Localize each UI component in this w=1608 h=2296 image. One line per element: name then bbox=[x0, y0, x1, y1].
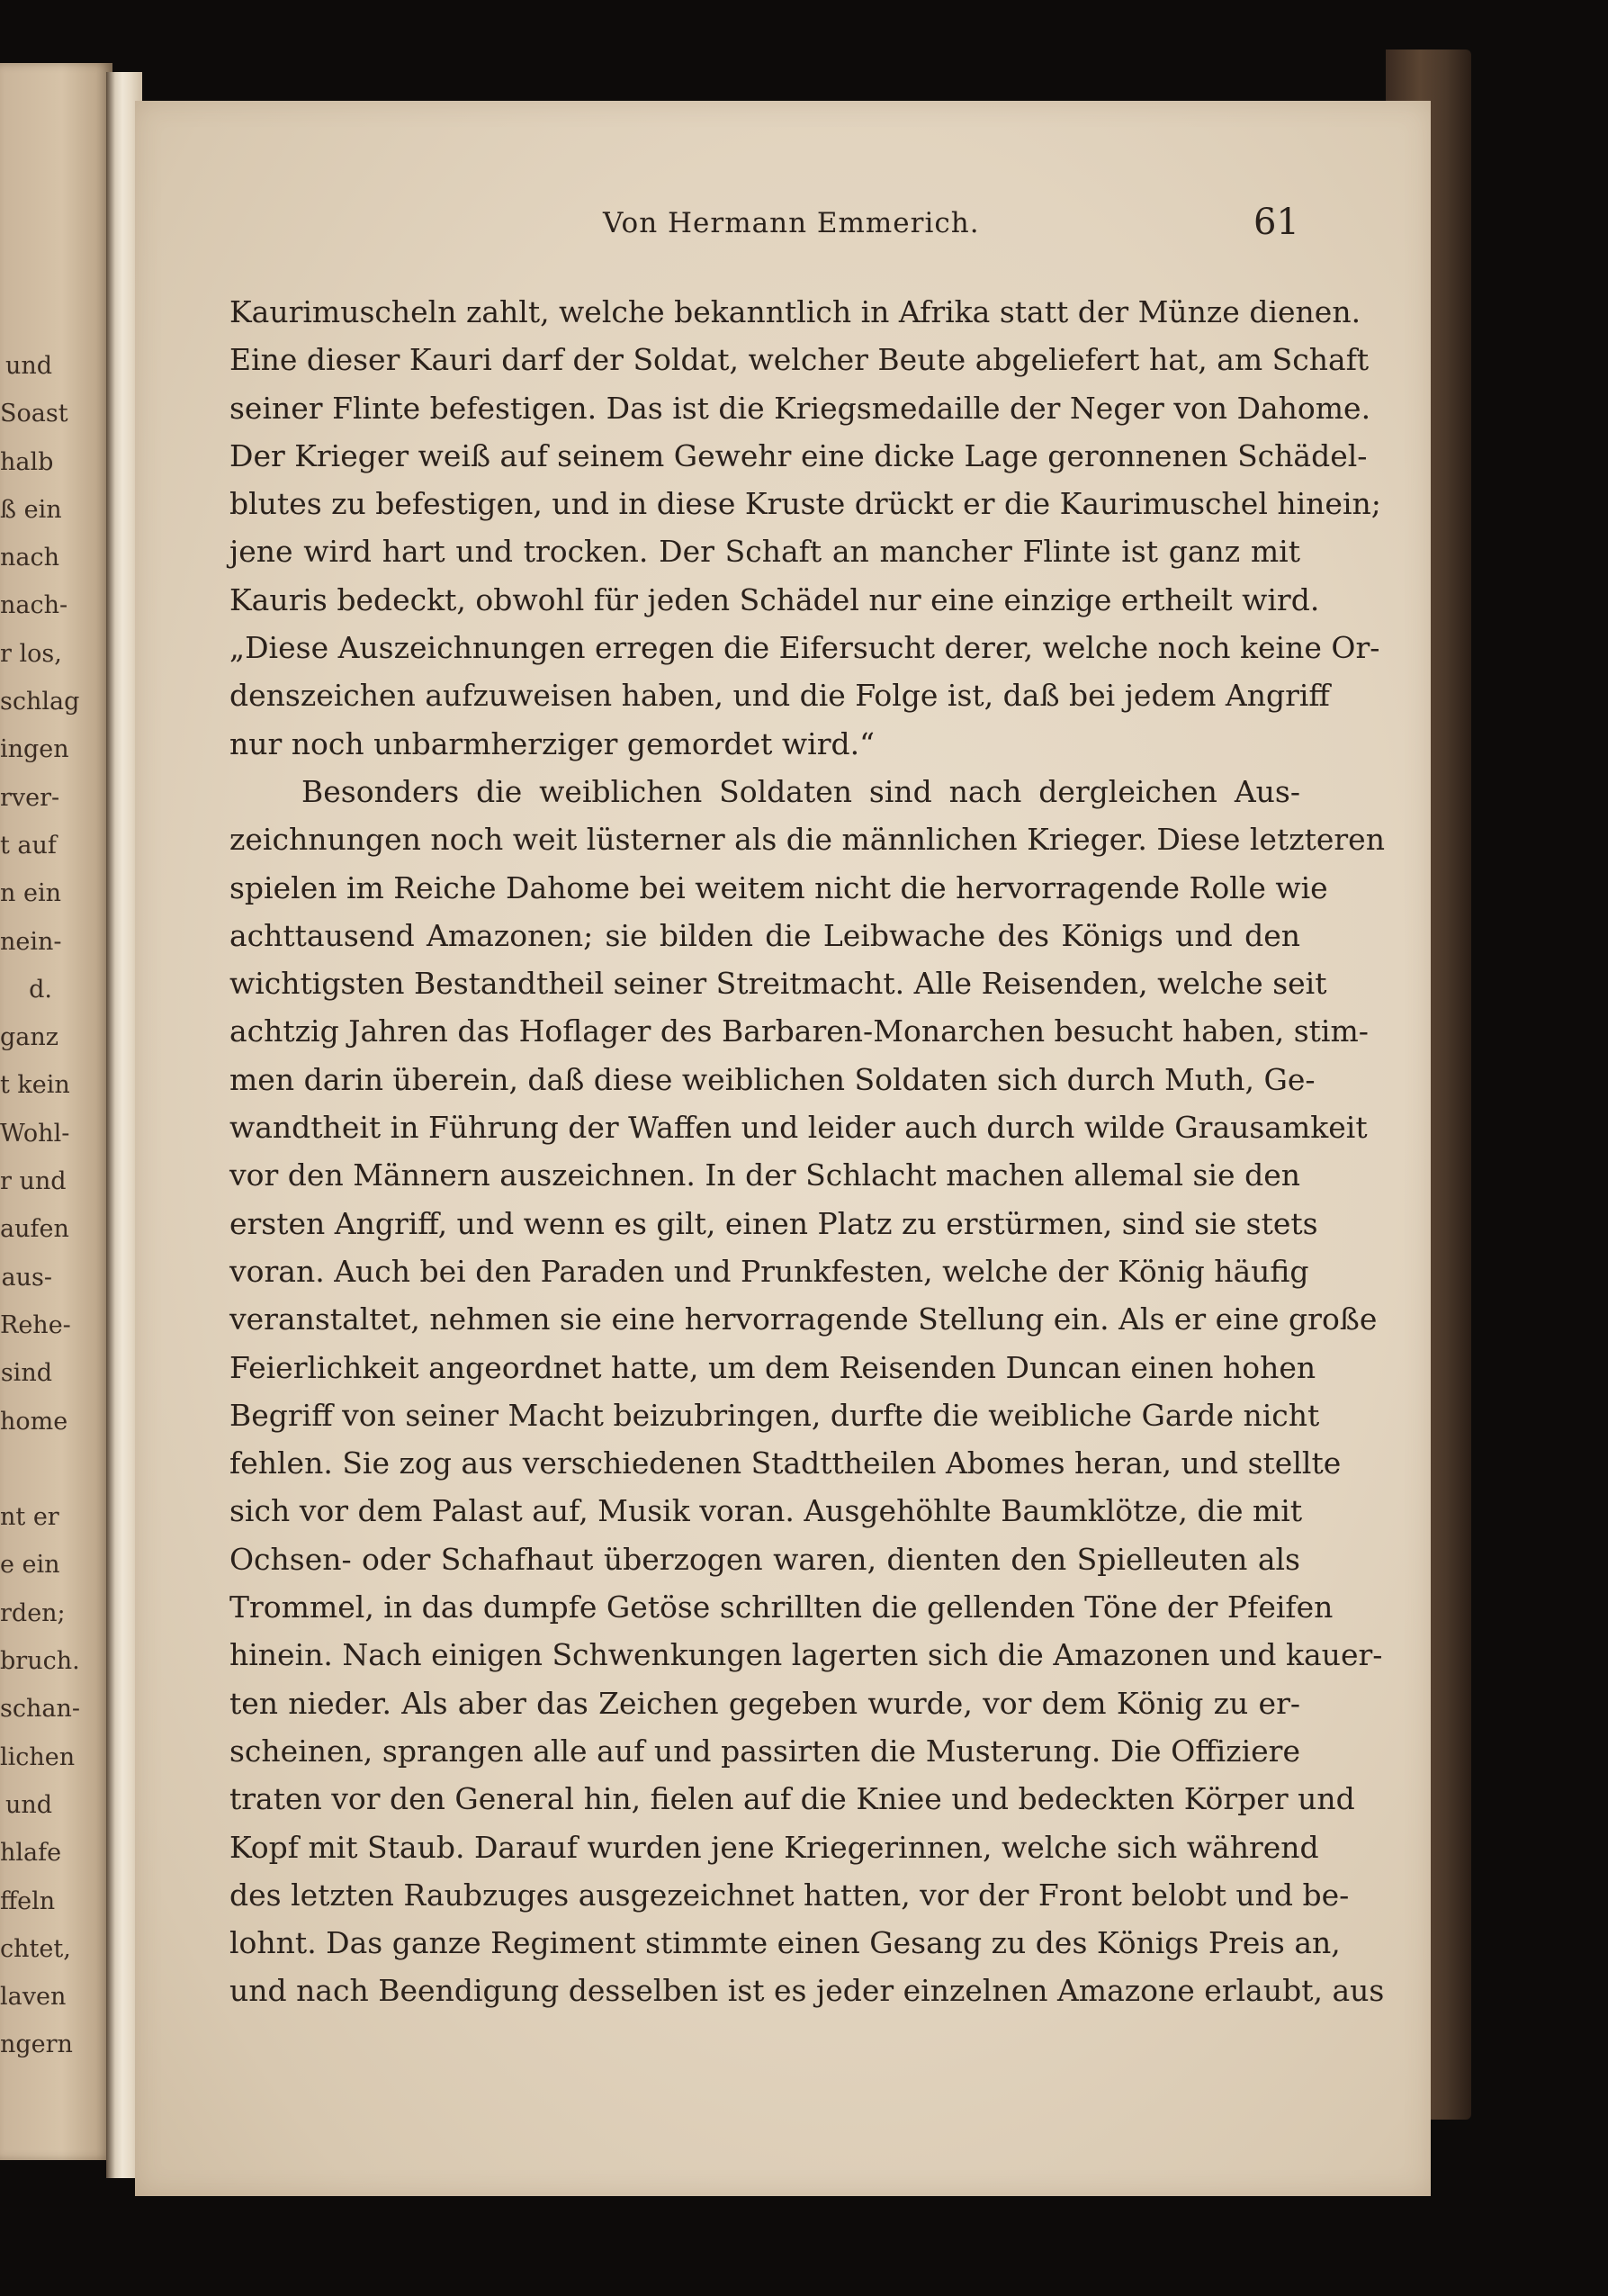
fragment-line: Rehe- bbox=[0, 1310, 71, 1339]
fragment-line: ffeln bbox=[0, 1886, 56, 1915]
fragment-line: nach bbox=[0, 544, 59, 572]
text-line: Trommel, in das dumpfe Getöse schrillten die gellenden Töne der Pfeifen bbox=[229, 1589, 1334, 1625]
text-line: ten nieder. Als aber das Zeichen gegeben wurde, vor dem König zu er- bbox=[229, 1685, 1300, 1721]
text-line: „Diese Auszeichnungen erregen die Eifersucht derer, welche noch keine Or- bbox=[229, 630, 1380, 666]
fragment-line: hlafe bbox=[0, 1839, 62, 1868]
text-line: Besonders die weiblichen Soldaten sind nach dergleichen Aus- bbox=[301, 773, 1300, 809]
fragment-line: und bbox=[4, 1790, 52, 1819]
fragment-line: d. bbox=[29, 975, 52, 1004]
text-line: blutes zu befestigen, und in diese Kruste drückt er die Kaurimuschel hinein; bbox=[229, 486, 1381, 522]
fragment-line: e ein bbox=[0, 1551, 60, 1580]
fragment-line: ingen bbox=[0, 735, 69, 764]
text-line: zeichnungen noch weit lüsterner als die männlichen Krieger. Diese letzteren bbox=[229, 822, 1385, 858]
fragment-line: r und bbox=[0, 1167, 67, 1196]
fragment-line: ngern bbox=[0, 2030, 73, 2059]
text-line: Begriff von seiner Macht beizubringen, durfte die weibliche Garde nicht bbox=[229, 1397, 1320, 1433]
fragment-line: und bbox=[4, 352, 52, 380]
fragment-line bbox=[0, 1445, 52, 1493]
text-line: und nach Beendigung desselben ist es jeder einzelnen Amazone erlaubt, aus bbox=[229, 1973, 1385, 2009]
text-line: denszeichen aufzuweisen haben, und die Folge ist, daß bei jedem Angriff bbox=[229, 678, 1330, 714]
fragment-line: halb bbox=[0, 447, 54, 476]
fragment-line: schan- bbox=[0, 1695, 80, 1724]
text-line: hinein. Nach einigen Schwenkungen lagerten sich die Amazonen und kauer- bbox=[229, 1637, 1383, 1673]
text-line: Der Krieger weiß auf seinem Gewehr eine dicke Lage geronnenen Schädel- bbox=[229, 437, 1368, 473]
fragment-line: lichen bbox=[0, 1742, 76, 1771]
fragment-line: schlag bbox=[0, 688, 80, 716]
fragment-line: rver- bbox=[0, 783, 60, 812]
text-line: des letzten Raubzuges ausgezeichnet hatten, vor der Front belobt und be- bbox=[229, 1877, 1350, 1913]
fragment-line: aus- bbox=[1, 1263, 52, 1292]
fragment-line: ganz bbox=[0, 1023, 58, 1052]
body-text bbox=[229, 288, 1385, 2015]
text-line: Eine dieser Kauri darf der Soldat, welcher Beute abgeliefert hat, am Schaft bbox=[229, 342, 1370, 378]
previous-page bbox=[0, 63, 112, 2160]
text-line: spielen im Reiche Dahome bei weitem nicht die hervorragende Rolle wie bbox=[229, 869, 1328, 905]
text-line: sich vor dem Palast auf, Musik voran. Ausgehöhlte Baumklötze, die mit bbox=[229, 1493, 1303, 1529]
text-line: ersten Angriff, und wenn es gilt, einen Platz zu erstürmen, sind sie stets bbox=[229, 1205, 1318, 1241]
text-line: fehlen. Sie zog aus verschiedenen Stadttheilen Abomes heran, und stellte bbox=[229, 1445, 1342, 1481]
fragment-line: chtet, bbox=[0, 1934, 71, 1963]
fragment-line: aufen bbox=[0, 1215, 69, 1244]
text-line: Kauris bedeckt, obwohl für jeden Schädel nur eine einzige ertheilt wird. bbox=[229, 581, 1320, 617]
text-line: seiner Flinte befestigen. Das ist die Kriegsmedaille der Neger von Dahome. bbox=[229, 390, 1371, 426]
text-line: wichtigsten Bestandtheil seiner Streitmacht. Alle Reisenden, welche seit bbox=[229, 966, 1327, 1002]
fragment-line: laven bbox=[0, 1983, 67, 2012]
text-line: Feierlichkeit angeordnet hatte, um dem Reisenden Duncan einen hohen bbox=[229, 1349, 1316, 1385]
text-line: lohnt. Das ganze Regiment stimmte einen Gesang zu des Königs Preis an, bbox=[229, 1925, 1341, 1961]
fragment-line: t auf bbox=[0, 831, 57, 860]
fragment-line: ß ein bbox=[0, 495, 62, 524]
page-number: 61 bbox=[1253, 202, 1299, 243]
running-head: Von Hermann Emmerich. bbox=[603, 207, 980, 239]
text-line: Ochsen- oder Schafhaut überzogen waren, dienten den Spielleuten als bbox=[229, 1541, 1300, 1577]
fragment-line: n ein bbox=[0, 879, 61, 908]
text-line: scheinen, sprangen alle auf und passirten die Musterung. Die Offiziere bbox=[229, 1733, 1300, 1769]
fragment-line: t kein bbox=[0, 1071, 70, 1100]
fragment-line: sind bbox=[0, 1359, 52, 1388]
fragment-line: nein- bbox=[0, 927, 62, 956]
previous-page-text-fragments bbox=[0, 342, 80, 2069]
fragment-line: Wohl- bbox=[0, 1119, 70, 1148]
page bbox=[135, 101, 1431, 2196]
text-line: Kaurimuscheln zahlt, welche bekanntlich in Afrika statt der Münze dienen. bbox=[229, 294, 1361, 329]
text-line: vor den Männern auszeichnen. In der Schlacht machen allemal sie den bbox=[229, 1157, 1300, 1193]
fragment-line: Soast bbox=[0, 400, 68, 428]
fragment-line: nach- bbox=[0, 591, 68, 620]
fragment-line: home bbox=[0, 1407, 68, 1436]
text-line: men darin überein, daß diese weiblichen Soldaten sich durch Muth, Ge- bbox=[229, 1061, 1316, 1097]
text-line: jene wird hart und trocken. Der Schaft an mancher Flinte ist ganz mit bbox=[229, 534, 1300, 570]
text-line: veranstaltet, nehmen sie eine hervorragende Stellung ein. Als er eine große bbox=[229, 1301, 1378, 1337]
fragment-line: r los, bbox=[0, 639, 62, 668]
text-line: achtzig Jahren das Hoflager des Barbaren-Monarchen besucht haben, stim- bbox=[229, 1013, 1369, 1049]
fragment-line: nt er bbox=[0, 1503, 59, 1532]
fragment-line: bruch. bbox=[0, 1647, 80, 1676]
text-line: voran. Auch bei den Paraden und Prunkfesten, welche der König häufig bbox=[229, 1253, 1309, 1289]
text-line: Kopf mit Staub. Darauf wurden jene Kriegerinnen, welche sich während bbox=[229, 1829, 1319, 1865]
text-line: wandtheit in Führung der Waffen und leider auch durch wilde Grausamkeit bbox=[229, 1110, 1368, 1146]
text-line: traten vor den General hin, fielen auf die Kniee und bedeckten Körper und bbox=[229, 1781, 1355, 1817]
fragment-line: rden; bbox=[0, 1598, 66, 1627]
text-line: achttausend Amazonen; sie bilden die Leibwache des Königs und den bbox=[229, 917, 1300, 953]
text-line: nur noch unbarmherziger gemordet wird.“ bbox=[229, 725, 875, 761]
